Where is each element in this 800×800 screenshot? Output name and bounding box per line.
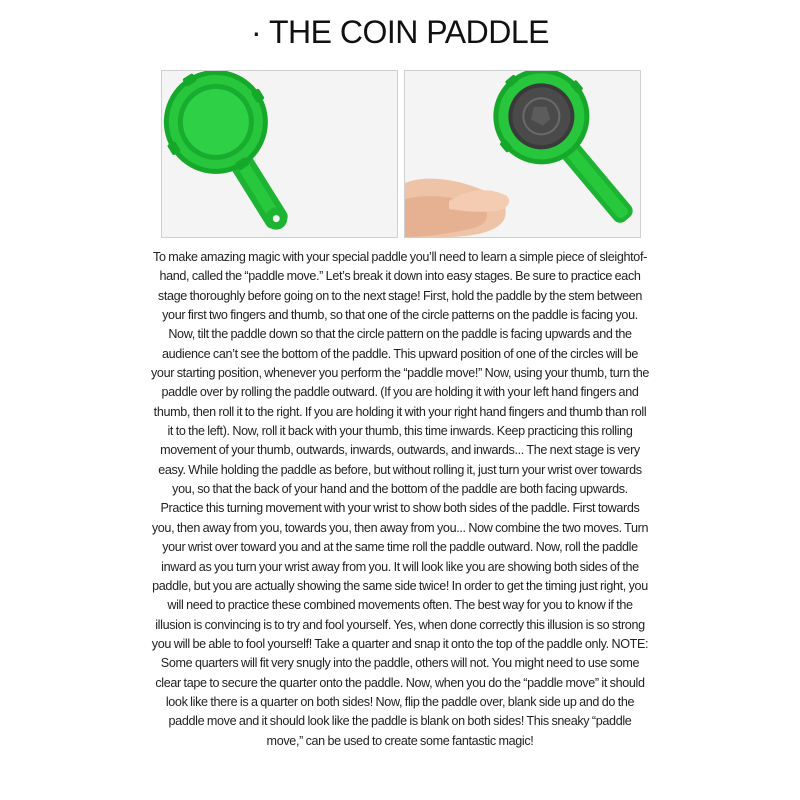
instructions-text: To make amazing magic with your special paddle you’ll need to learn a simple piece of sleightof-hand, called the “paddle move.” Let’s break it down into easy stages. Be sure to practice each stage thoroughly before going on to the next stage! First, hold the paddle by the stem between your first two fingers and thumb, so that one of the circle patterns on the paddle is facing you. Now, tilt the paddle down so that the circle pattern on the paddle is facing upwards and the audience can’t see the bottom of the paddle. This upward position of one of the circles will be your starting position, whenever you perform the “paddle move!” Now, using your thumb, turn the paddle over by rolling the paddle outward. (If you are holding it with your left hand fingers and thumb, then roll it to the right. If you are holding it with your right hand fingers and thumb than roll it to the left). Now, roll it back with your thumb, this time inwards. Keep practicing this rolling movement of your thumb, outwards, inwards, outwards, and inwards... The next stage is very easy. While holding the paddle as before, but without rolling it, just turn your wrist over towards you, so that the back of your hand and the bottom of the paddle are both facing upwards. Practice this turning movement with your wrist to show both sides of the paddle. First towards you, then away from you, towards you, then away from you... Now combine the two moves. Turn your wrist over toward you and at the same time roll the paddle outward. Now, roll the paddle inward as you turn your wrist away from you. It will look like you are showing both sides of the paddle, but you are actually showing the same side twice! In order to get the timing just right, you will need to practice these combined movements often. The best way for you to know if the illusion is convincing is to try and fool yourself. Yes, when done correctly this illusion is so strong you will be able to fool yourself! Take a quarter and snap it onto the top of the paddle only. NOTE: Some quarters will fit very snugly into the paddle, others will not. You might need to use some clear tape to secure the quarter onto the paddle. Now, when you do the “paddle move” it should look like there is a quarter on both sides! Now, flip the paddle over, blank side up and do the paddle move and it should look like the paddle is blank on both sides! This sneaky “paddle move,” can be used to create some fantastic magic! [150, 250, 650, 748]
paddle-photo-left [161, 70, 398, 238]
page-title: · THE COIN PADDLE [251, 14, 549, 50]
green-paddle-icon [162, 71, 397, 237]
paddle-photo-right [404, 70, 641, 238]
hand-holding-paddle-with-coin-icon [405, 71, 640, 237]
